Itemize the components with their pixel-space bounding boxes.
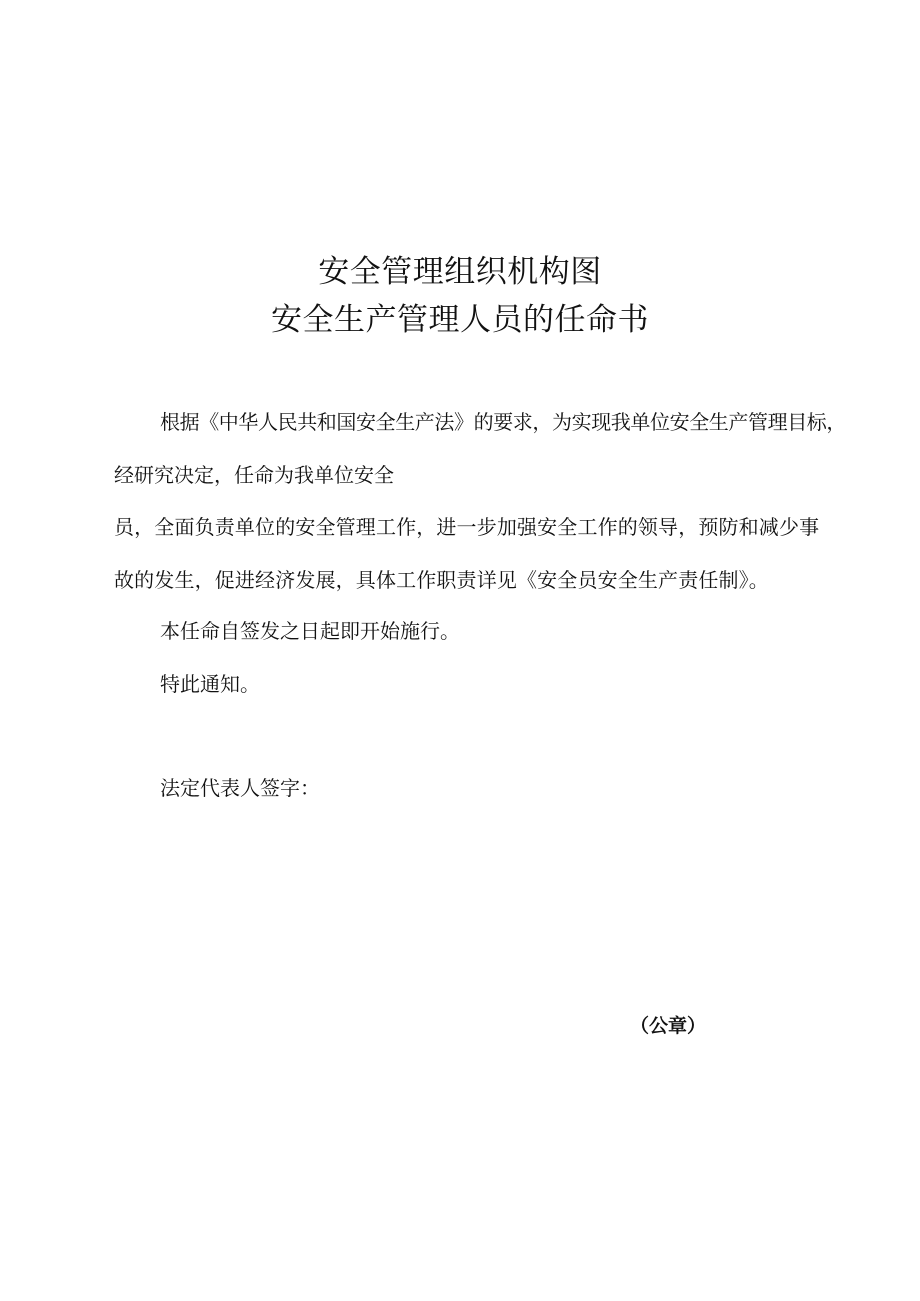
body-line-4: 故的发生，促进经济发展，具体工作职责详见《安全员安全生产责任制》。 [114,568,769,592]
document-subtitle: 安全生产管理人员的任命书 [271,302,649,338]
seal-label: （公章） [630,1015,707,1037]
document-title: 安全管理组织机构图 [318,254,602,290]
body-line-3: 员，全面负责单位的安全管理工作，进一步加强安全工作的领导，预防和减少事 [114,515,820,539]
body-line-2: 经研究决定，任命为我单位安全 [114,463,394,487]
body-line-1: 根据《中华人民共和国安全生产法》的要求，为实现我单位安全生产管理目标， [160,410,846,434]
effective-date-line: 本任命自签发之日起即开始施行。 [160,619,460,643]
notice-line: 特此通知。 [160,672,260,696]
signature-label: 法定代表人签字： [160,776,320,800]
